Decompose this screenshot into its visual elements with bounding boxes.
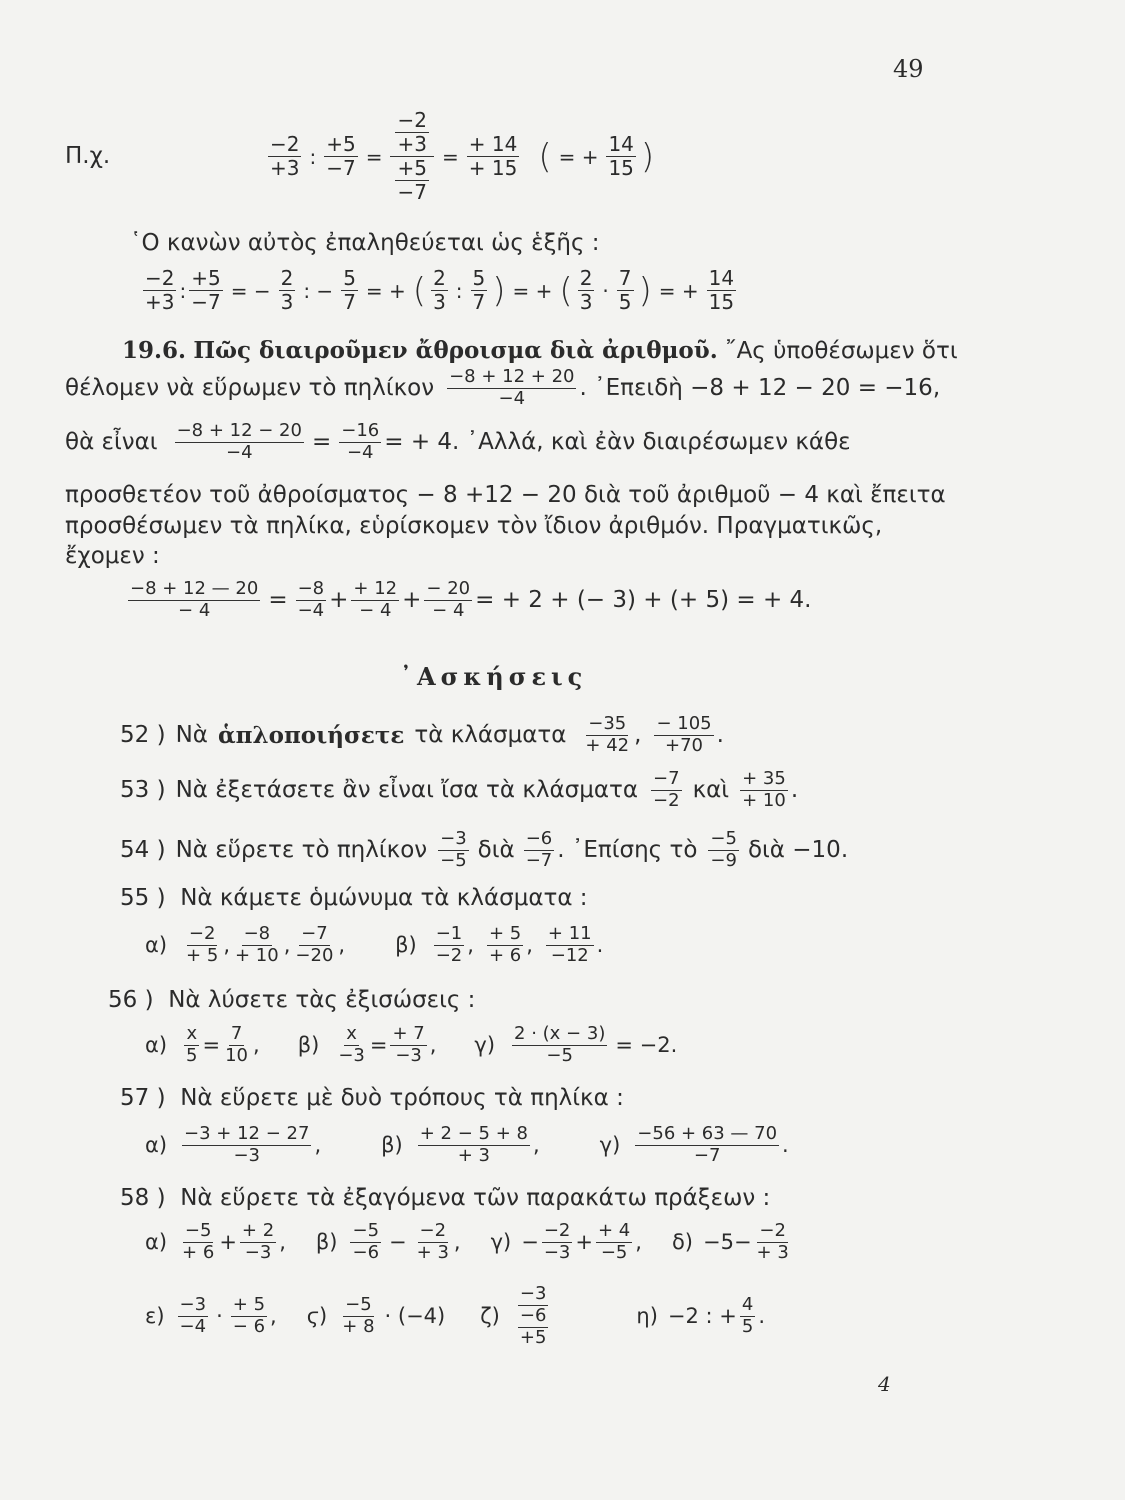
section-number: 19.6. xyxy=(122,337,187,364)
complex-fraction: $\frac{\frac{-2}{+3}}{\frac{+5}{-7}}$ xyxy=(390,110,433,203)
section-line-1: 19.6. Πῶς διαιροῦμεν ἄθροισμα διὰ ἀριθμοῦ. ῎Ας ὑποθέσωμεν ὅτι xyxy=(122,337,958,364)
section-title: Πῶς διαιροῦμεν ἄθροισμα διὰ ἀριθμοῦ. xyxy=(193,337,718,364)
verify-equation: $\frac{-2}{+3}$ : $\frac{+5}{-7}$ = − $\frac{2}{3}$ : − $\frac{5}{7}$ = + ( $\frac{2}{3}$ : $\frac{5}{7}$ ) = + ( $\frac{2}{3}$ · $\frac{7}{5}$ ) = + $\frac{14}{15}$ xyxy=(145,266,735,314)
example-equation: $\frac{-2}{+3}$ : $\frac{+5}{-7}$ = $\frac{\frac{-2}{+3}}{\frac{+5}{-7}}$ = $\frac{+ 14}{+ 15}$ ( = + $\frac{14}{15}$ ) xyxy=(270,108,655,204)
section-line-4: προσθετέον τοῦ ἀθροίσματος − 8 +12 − 20 διὰ τοῦ ἀριθμοῦ − 4 καὶ ἔπειτα xyxy=(65,482,946,508)
page-number: 49 xyxy=(893,55,924,83)
section-line-2: θέλομεν νὰ εὕρωμεν τὸ πηλίκον $\frac{-8 + 12 + 20}{-4}$ . ᾿Επειδὴ −8 + 12 − 20 = −16, xyxy=(65,366,941,409)
exercise-58-row-2: ε) $\frac{-3}{-4}$ · $\frac{+ 5}{- 6}$ , ϛ) $\frac{-5}{+ 8}$ · (−4) ζ) $\frac{-3}{\frac{-6}{+5}}$ η) −2 : + $\frac{4}{5}$ . xyxy=(145,1283,766,1348)
section-line-5: προσθέσωμεν τὰ πηλίκα, εὑρίσκομεν τὸν ἴδιον ἀριθμόν. Πραγματικῶς, xyxy=(65,513,883,539)
exercise-55-parts: α) $\frac{-2}{+ 5}$ , $\frac{-8}{+ 10}$ , $\frac{-7}{-20}$ , β) $\frac{-1}{-2}$ , $\frac{+ 5}{+ 6}$ , $\frac{+ 11}{-12}$ . xyxy=(145,923,604,966)
exercise-52: 52 ) Νὰ ἁπλοποιήσετε τὰ κλάσματα $\frac{-35}{+ 42}$ , $\frac{- 105}{+70}$ . xyxy=(120,713,724,756)
verify-intro: ῾Ο κανὼν αὐτὸς ἐπαληθεύεται ὡς ἑξῆς : xyxy=(130,230,600,256)
exercise-53: 53 ) Νὰ ἐξετάσετε ἂν εἶναι ἴσα τὰ κλάσματα $\frac{-7}{-2}$ καὶ $\frac{+ 35}{+ 10}$ . xyxy=(120,768,799,811)
fraction: $\frac{-2}{+3}$ xyxy=(270,132,300,180)
exercise-58-row-1: α) $\frac{-5}{+ 6}$ + $\frac{+ 2}{-3}$ , β) $\frac{-5}{-6}$ − $\frac{-2}{+ 3}$ , γ) − $\frac{-2}{-3}$ + $\frac{+ 4}{-5}$ , δ) −5− $\frac{-2}{+ 3}$ xyxy=(145,1220,789,1263)
exercise-58: 58 ) Νὰ εὕρετε τὰ ἐξαγόμενα τῶν παρακάτω πράξεων : xyxy=(120,1185,771,1211)
section-line-6: ἔχομεν : xyxy=(65,543,160,569)
exercise-54: 54 ) Νὰ εὕρετε τὸ πηλίκον $\frac{-3}{-5}$ διὰ $\frac{-6}{-7}$ . ᾿Επίσης τὸ $\frac{-5}{-9}$ διὰ −10. xyxy=(120,828,849,871)
exercise-56-parts: α) $\frac{x}{5}$ = $\frac{7}{10}$ , β) $\frac{x}{-3}$ = $\frac{+ 7}{-3}$ , γ) $\frac{2 \cdot (x - 3)}{-5}$ = −2. xyxy=(145,1023,678,1066)
section-line-3: θὰ εἶναι $\frac{-8 + 12 - 20}{-4}$ = $\frac{-16}{-4}$ = + 4. ᾿Αλλά, καὶ ἐὰν διαιρέσωμεν κάθε xyxy=(65,420,851,463)
exercises-heading: ᾿Ασκήσεις xyxy=(400,662,588,691)
exercise-57: 57 ) Νὰ εὕρετε μὲ δυὸ τρόπους τὰ πηλίκα : xyxy=(120,1085,624,1111)
section-big-equation: $\frac{-8 + 12 — 20}{- 4}$ = $\frac{-8}{-4}$ + $\frac{+ 12}{- 4}$ + $\frac{- 20}{- 4}$ = + 2 + (− 3) + (+ 5) = + 4. xyxy=(130,578,812,621)
exercise-55: 55 ) Νὰ κάμετε ὁμώνυμα τὰ κλάσματα : xyxy=(120,885,588,911)
footer-mark: 4 xyxy=(878,1372,891,1396)
complex-fraction: $\frac{-3}{\frac{-6}{+5}}$ xyxy=(519,1283,547,1348)
fraction: $\frac{+ 14}{+ 15}$ xyxy=(468,132,518,180)
exercise-56: 56 ) Νὰ λύσετε τὰς ἐξισώσεις : xyxy=(108,987,476,1013)
fraction: $\frac{+5}{-7}$ xyxy=(326,132,356,180)
example-label: Π.χ. xyxy=(65,143,111,169)
fraction: $\frac{14}{15}$ xyxy=(608,132,634,180)
exercise-57-parts: α) $\frac{-3 + 12 - 27}{-3}$ , β) $\frac{+ 2 - 5 + 8}{+ 3}$ , γ) $\frac{-56 + 63 — 70}{-7}$ . xyxy=(145,1123,789,1166)
